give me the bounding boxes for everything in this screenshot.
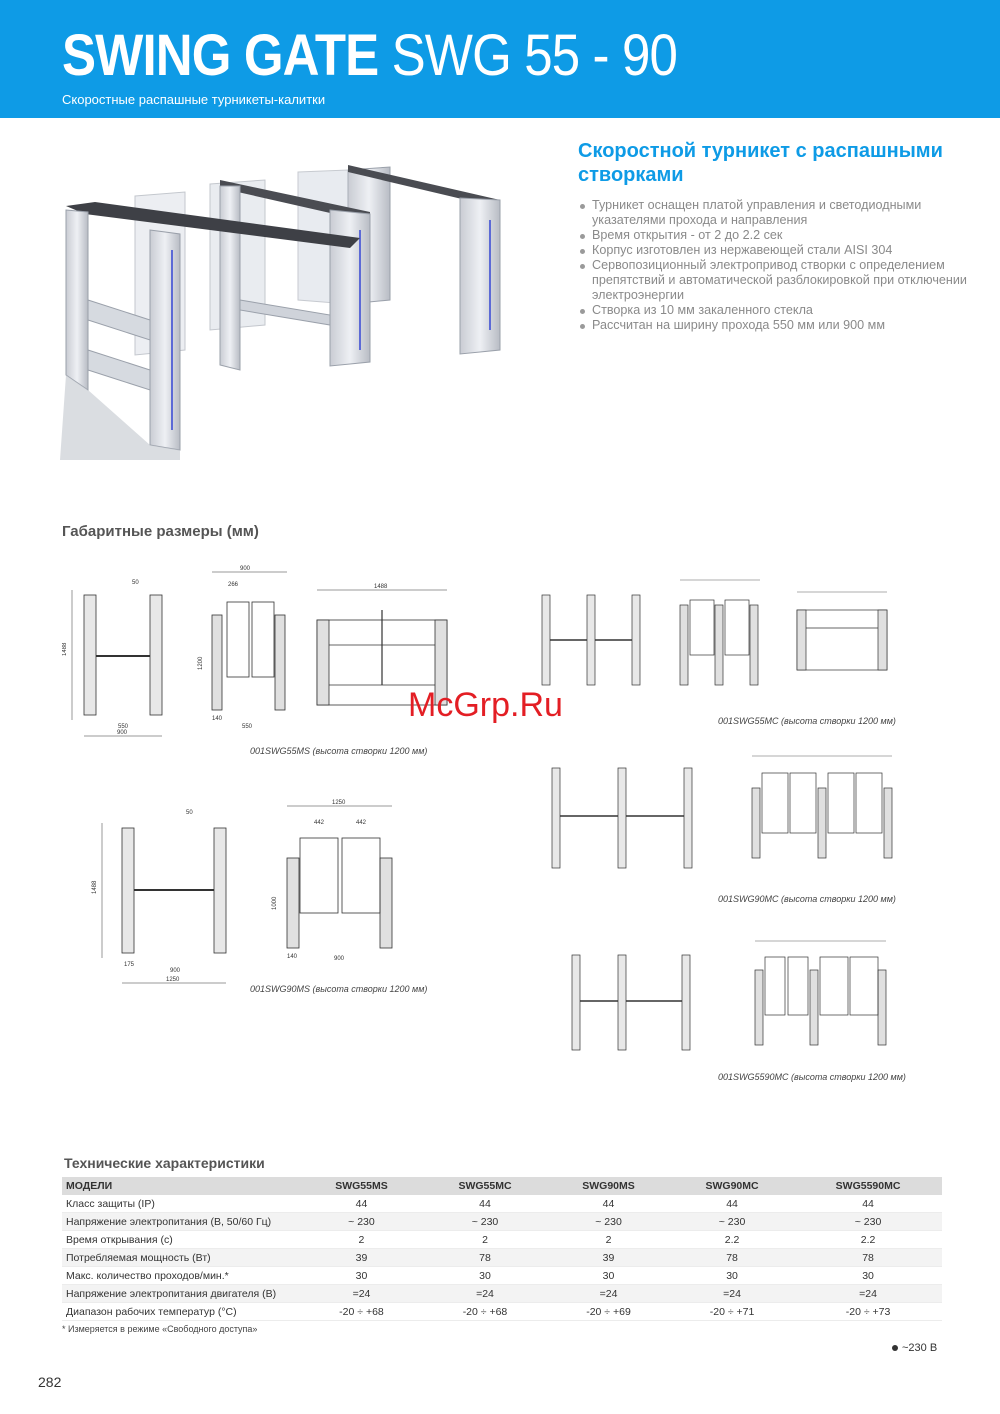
feature-item: Рассчитан на ширину прохода 550 мм или 900 мм: [578, 318, 968, 333]
table-row: [62, 1303, 942, 1321]
dim-label: 50: [132, 580, 139, 586]
table-row: [62, 1249, 942, 1267]
dimensions-title: Габаритные размеры (мм): [62, 523, 259, 540]
table-cell: -20 ÷ +71: [670, 1303, 794, 1321]
caption-swg90ms: 001SWG90MS (высота створки 1200 мм): [250, 984, 428, 994]
table-cell: 2: [423, 1231, 547, 1249]
table-cell: 78: [423, 1249, 547, 1267]
drawing-swg55ms: [62, 560, 462, 740]
table-cell: Время открывания (с): [62, 1231, 300, 1249]
page-title: [62, 23, 677, 88]
feature-item: Корпус изготовлен из нержавеющей стали AISI 304: [578, 243, 968, 258]
caption-swg55mc: 001SWG55MC (высота створки 1200 мм): [718, 716, 896, 726]
table-cell: =24: [547, 1285, 670, 1303]
table-cell: Напряжение электропитания двигателя (В): [62, 1285, 300, 1303]
header-banner: [0, 0, 1000, 118]
feature-item: Сервопозиционный электропривод створки с определением препятствий и автоматической разблокировкой при отключении электроэнергии: [578, 258, 968, 303]
dim-label: 900: [117, 730, 128, 736]
table-cell: 78: [670, 1249, 794, 1267]
drawing-swg90mc: [540, 748, 930, 888]
dim-label: 550: [118, 724, 129, 730]
table-header-row: [62, 1177, 942, 1195]
table-cell: =24: [423, 1285, 547, 1303]
table-cell: 2.2: [794, 1231, 942, 1249]
dim-label: 442: [356, 820, 367, 826]
title-model: SWG 55 - 90: [391, 23, 677, 88]
dim-label: 900: [170, 968, 181, 974]
table-cell: Потребляемая мощность (Вт): [62, 1249, 300, 1267]
dim-label: 140: [287, 954, 298, 960]
table-cell: 44: [547, 1195, 670, 1213]
dim-label: 550: [242, 724, 253, 730]
table-cell: 30: [423, 1267, 547, 1285]
table-cell: Напряжение электропитания (В, 50/60 Гц): [62, 1213, 300, 1231]
table-cell: ~ 230: [547, 1213, 670, 1231]
table-row: [62, 1213, 942, 1231]
table-cell: 39: [300, 1249, 423, 1267]
column-header: SWG90MS: [547, 1177, 670, 1195]
table-cell: 44: [423, 1195, 547, 1213]
caption-swg55ms: 001SWG55MS (высота створки 1200 мм): [250, 746, 428, 756]
specs-title: Технические характеристики: [64, 1155, 265, 1171]
specs-table: [62, 1177, 942, 1321]
table-cell: -20 ÷ +68: [423, 1303, 547, 1321]
bullet-dot-icon: [892, 1345, 898, 1351]
page-number: 282: [38, 1374, 62, 1390]
dim-label: 1488: [374, 584, 388, 590]
power-note-text: ~230 В: [902, 1342, 938, 1354]
specs-footnote: * Измеряется в режиме «Свободного доступа»: [62, 1324, 258, 1334]
table-cell: 30: [300, 1267, 423, 1285]
dim-label: 442: [314, 820, 325, 826]
dim-label: 1200: [198, 656, 204, 670]
column-header: SWG90MC: [670, 1177, 794, 1195]
table-cell: ~ 230: [794, 1213, 942, 1231]
watermark: McGrp.Ru: [408, 686, 563, 724]
title-brand: SWING GATE: [62, 23, 379, 88]
column-header: SWG5590MC: [794, 1177, 942, 1195]
dim-label: 1488: [62, 642, 68, 656]
table-cell: =24: [794, 1285, 942, 1303]
dim-label: 900: [240, 566, 251, 572]
drawing-swg55mc: [532, 570, 922, 710]
drawing-swg5590mc: [560, 935, 930, 1065]
table-cell: 44: [670, 1195, 794, 1213]
column-header: SWG55MS: [300, 1177, 423, 1195]
table-cell: ~ 230: [423, 1213, 547, 1231]
table-row: [62, 1285, 942, 1303]
dim-label: 1000: [272, 896, 278, 910]
column-header: МОДЕЛИ: [62, 1177, 300, 1195]
feature-item: Время открытия - от 2 до 2.2 сек: [578, 228, 968, 243]
caption-swg90mc: 001SWG90MC (высота створки 1200 мм): [718, 894, 896, 904]
features-title: Скоростной турникет с распашными створками: [578, 140, 943, 186]
power-note: [892, 1342, 937, 1354]
feature-item: Створка из 10 мм закаленного стекла: [578, 303, 968, 318]
dim-label: 175: [124, 962, 135, 968]
table-cell: 2: [300, 1231, 423, 1249]
table-cell: =24: [300, 1285, 423, 1303]
dim-label: 1250: [166, 977, 180, 983]
table-cell: 39: [547, 1249, 670, 1267]
table-cell: -20 ÷ +68: [300, 1303, 423, 1321]
table-cell: Класс защиты (IP): [62, 1195, 300, 1213]
table-cell: 30: [670, 1267, 794, 1285]
table-cell: =24: [670, 1285, 794, 1303]
page-subtitle: Скоростные распашные турникеты-калитки: [62, 92, 326, 107]
dim-label: 266: [228, 582, 239, 588]
features-list: [578, 198, 968, 333]
column-header: SWG55MC: [423, 1177, 547, 1195]
caption-swg5590mc: 001SWG5590MC (высота створки 1200 мм): [718, 1072, 906, 1082]
table-cell: 30: [547, 1267, 670, 1285]
table-cell: -20 ÷ +69: [547, 1303, 670, 1321]
table-cell: -20 ÷ +73: [794, 1303, 942, 1321]
product-photo-turnstiles: [60, 150, 510, 460]
table-cell: 44: [300, 1195, 423, 1213]
dim-label: 1250: [332, 800, 346, 806]
table-cell: 30: [794, 1267, 942, 1285]
dim-label: 50: [186, 810, 193, 816]
table-cell: 2: [547, 1231, 670, 1249]
table-cell: ~ 230: [670, 1213, 794, 1231]
dim-label: 1488: [92, 880, 98, 894]
table-cell: Диапазон рабочих температур (°С): [62, 1303, 300, 1321]
table-cell: ~ 230: [300, 1213, 423, 1231]
table-row: [62, 1231, 942, 1249]
table-cell: 78: [794, 1249, 942, 1267]
feature-item: Турникет оснащен платой управления и светодиодными указателями прохода и направления: [578, 198, 968, 228]
table-cell: 2.2: [670, 1231, 794, 1249]
drawing-swg90ms: [62, 798, 452, 998]
table-cell: Макс. количество проходов/мин.*: [62, 1267, 300, 1285]
dim-label: 140: [212, 716, 223, 722]
table-row: [62, 1195, 942, 1213]
table-cell: 44: [794, 1195, 942, 1213]
table-row: [62, 1267, 942, 1285]
dim-label: 900: [334, 956, 345, 962]
